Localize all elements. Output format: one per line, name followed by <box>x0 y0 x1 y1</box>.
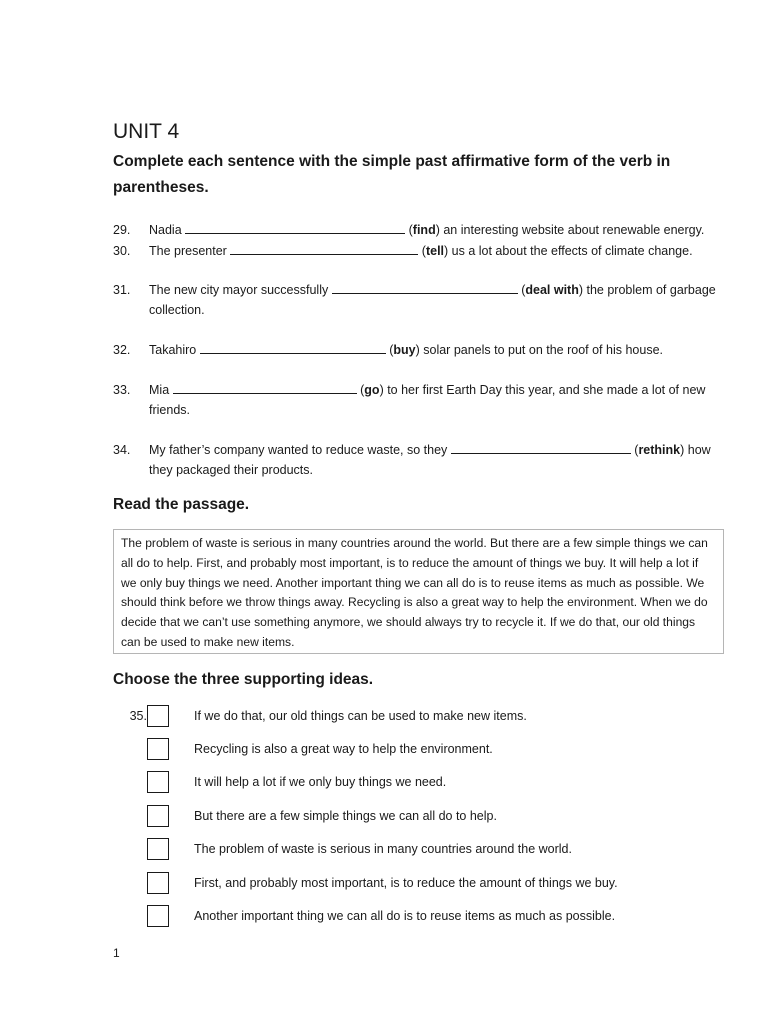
option-checkbox[interactable] <box>147 838 169 860</box>
question-number: 34. <box>113 443 131 457</box>
page-number: 1 <box>113 946 120 960</box>
question-text: Takahiro (buy) solar panels to put on the roof of his house. <box>149 343 663 357</box>
verb-hint: tell <box>425 244 445 258</box>
section3-heading: Choose the three supporting ideas. <box>113 671 374 688</box>
question-29 <box>113 220 723 240</box>
question-text: Mia (go) to her first Earth Day this year, and she made a lot of new friends. <box>149 383 706 417</box>
section2-heading: Read the passage. <box>113 496 250 513</box>
choice-option <box>113 769 446 795</box>
question-number: 32. <box>113 343 131 357</box>
option-checkbox[interactable] <box>147 805 169 827</box>
question-33 <box>113 380 723 420</box>
verb-hint: find <box>412 223 436 237</box>
choice-option <box>113 803 497 829</box>
option-text: Recycling is also a great way to help the environment. <box>194 742 493 756</box>
option-checkbox[interactable] <box>147 705 169 727</box>
answer-blank[interactable] <box>200 341 386 354</box>
question-32 <box>113 340 723 360</box>
choice-option <box>113 836 572 862</box>
choice-option <box>113 870 618 896</box>
answer-blank[interactable] <box>185 221 405 234</box>
option-text: First, and probably most important, is to reduce the amount of things we buy. <box>194 876 618 890</box>
choice-option <box>113 903 615 929</box>
question-number: 35. <box>129 709 147 723</box>
answer-blank[interactable] <box>230 242 418 255</box>
choice-option <box>113 736 493 762</box>
option-checkbox[interactable] <box>147 771 169 793</box>
question-text: The presenter (tell) us a lot about the effects of climate change. <box>149 244 693 258</box>
question-30 <box>113 241 723 261</box>
option-checkbox[interactable] <box>147 905 169 927</box>
answer-blank[interactable] <box>332 281 518 294</box>
answer-blank[interactable] <box>173 381 357 394</box>
option-checkbox[interactable] <box>147 872 169 894</box>
question-number: 30. <box>113 244 131 258</box>
question-number: 33. <box>113 383 131 397</box>
option-text: It will help a lot if we only buy things we need. <box>194 775 447 789</box>
section1-instruction: Complete each sentence with the simple past affirmative form of the verb in parentheses. <box>113 153 671 196</box>
question-34 <box>113 440 723 480</box>
verb-hint: buy <box>393 343 416 357</box>
option-text: The problem of waste is serious in many countries around the world. <box>194 842 572 856</box>
unit-title: UNIT 4 <box>113 120 180 143</box>
option-checkbox[interactable] <box>147 738 169 760</box>
verb-hint: deal with <box>525 283 579 297</box>
verb-hint: go <box>364 383 380 397</box>
option-text: If we do that, our old things can be used to make new items. <box>194 709 527 723</box>
option-text: But there are a few simple things we can all do to help. <box>194 809 497 823</box>
option-text: Another important thing we can all do is to reuse items as much as possible. <box>194 909 616 923</box>
choice-option <box>113 703 527 729</box>
question-31 <box>113 280 723 320</box>
verb-hint: rethink <box>638 443 681 457</box>
question-text: My father’s company wanted to reduce waste, so they (rethink) how they packaged their products. <box>149 443 711 477</box>
reading-passage: The problem of waste is serious in many countries around the world. But there are a few simple things we can all do to help. First, and probably most important, is to reduce the amount of things we buy. It will help a lot if we only buy things we need. Another important thing we can all do is to reuse items as much as possible. We should think before we throw things away. Recycling is also a great way to help the environment. When we do decide that we can’t use something anymore, we should always try to recycle it. If we do that, our old things can be used to make new items. <box>113 529 724 654</box>
question-text: The new city mayor successfully (deal with) the problem of garbage collection. <box>149 283 716 317</box>
question-text: Nadia (find) an interesting website about renewable energy. <box>149 223 705 237</box>
question-number: 31. <box>113 283 131 297</box>
question-number: 29. <box>113 223 131 237</box>
answer-blank[interactable] <box>451 441 631 454</box>
